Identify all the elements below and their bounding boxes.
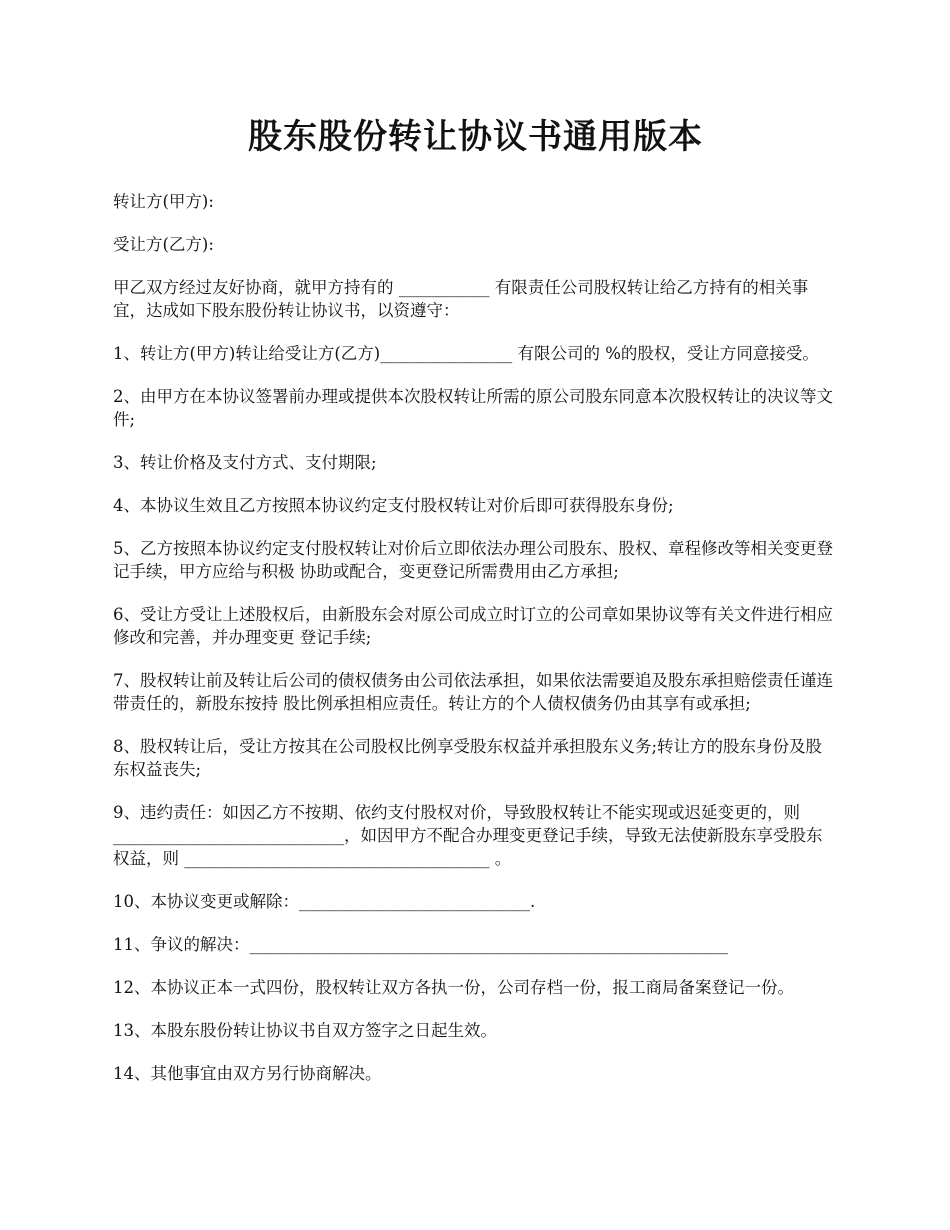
- clause-1: 1、转让方(甲方)转让给受让方(乙方)________________ 有限公司的 %的股权，受让方同意接受。: [113, 344, 819, 363]
- preamble-paragraph: 甲乙双方经过友好协商，就甲方持有的 ___________ 有限责任公司股权转让给乙方持有的相关事宜，达成如下股东股份转让协议书，以资遵守：: [113, 278, 809, 320]
- clause-14: 14、其他事宜由双方另行协商解决。: [113, 1064, 382, 1083]
- clause-3: 3、转让价格及支付方式、支付期限;: [113, 453, 377, 472]
- clause-7: 7、股权转让前及转让后公司的债权债务由公司依法承担，如果依法需要追及股东承担赔偿责任谨连带责任的，新股东按持 股比例承担相应责任。转让方的个人债权债务仍由其享有或承担;: [113, 671, 833, 713]
- clause-5: 5、乙方按照本协议约定支付股权转让对价后立即依法办理公司股东、股权、章程修改等相关变更登记手续，甲方应给与积极 协助或配合，变更登记所需费用由乙方承担;: [113, 539, 833, 581]
- document-title: 股东股份转让协议书通用版本: [248, 117, 703, 157]
- party-b-line: 受让方(乙方):: [113, 235, 214, 254]
- clause-13: 13、本股东股份转让协议书自双方签字之日起生效。: [113, 1021, 497, 1040]
- clause-8: 8、股权转让后，受让方按其在公司股权比例享受股东权益并承担股东义务;转让方的股东身份及股东权益丧失;: [113, 737, 823, 779]
- clause-11: 11、争议的解决：__________________________________________________________: [113, 935, 728, 954]
- clause-2: 2、由甲方在本协议签署前办理或提供本次股权转让所需的原公司股东同意本次股权转让的决议等文件;: [113, 387, 833, 429]
- clause-12: 12、本协议正本一式四份，股权转让双方各执一份，公司存档一份，报工商局备案登记一份。: [113, 978, 794, 997]
- party-a-line: 转让方(甲方):: [113, 192, 214, 211]
- clause-9: 9、违约责任：如因乙方不按期、依约支付股权对价，导致股权转让不能实现或迟延变更的，则 ____________________________，如因甲方不配合办理变更登记手续，导致无法使新股东享受股东权益，则 _____________________________________ 。: [113, 803, 823, 868]
- clause-6: 6、受让方受让上述股权后，由新股东会对原公司成立时订立的公司章如果协议等有关文件进行相应修改和完善，并办理变更 登记手续;: [113, 605, 833, 647]
- clause-10: 10、本协议变更或解除：____________________________.: [113, 892, 536, 911]
- clause-4: 4、本协议生效且乙方按照本协议约定支付股权转让对价后即可获得股东身份;: [113, 496, 674, 515]
